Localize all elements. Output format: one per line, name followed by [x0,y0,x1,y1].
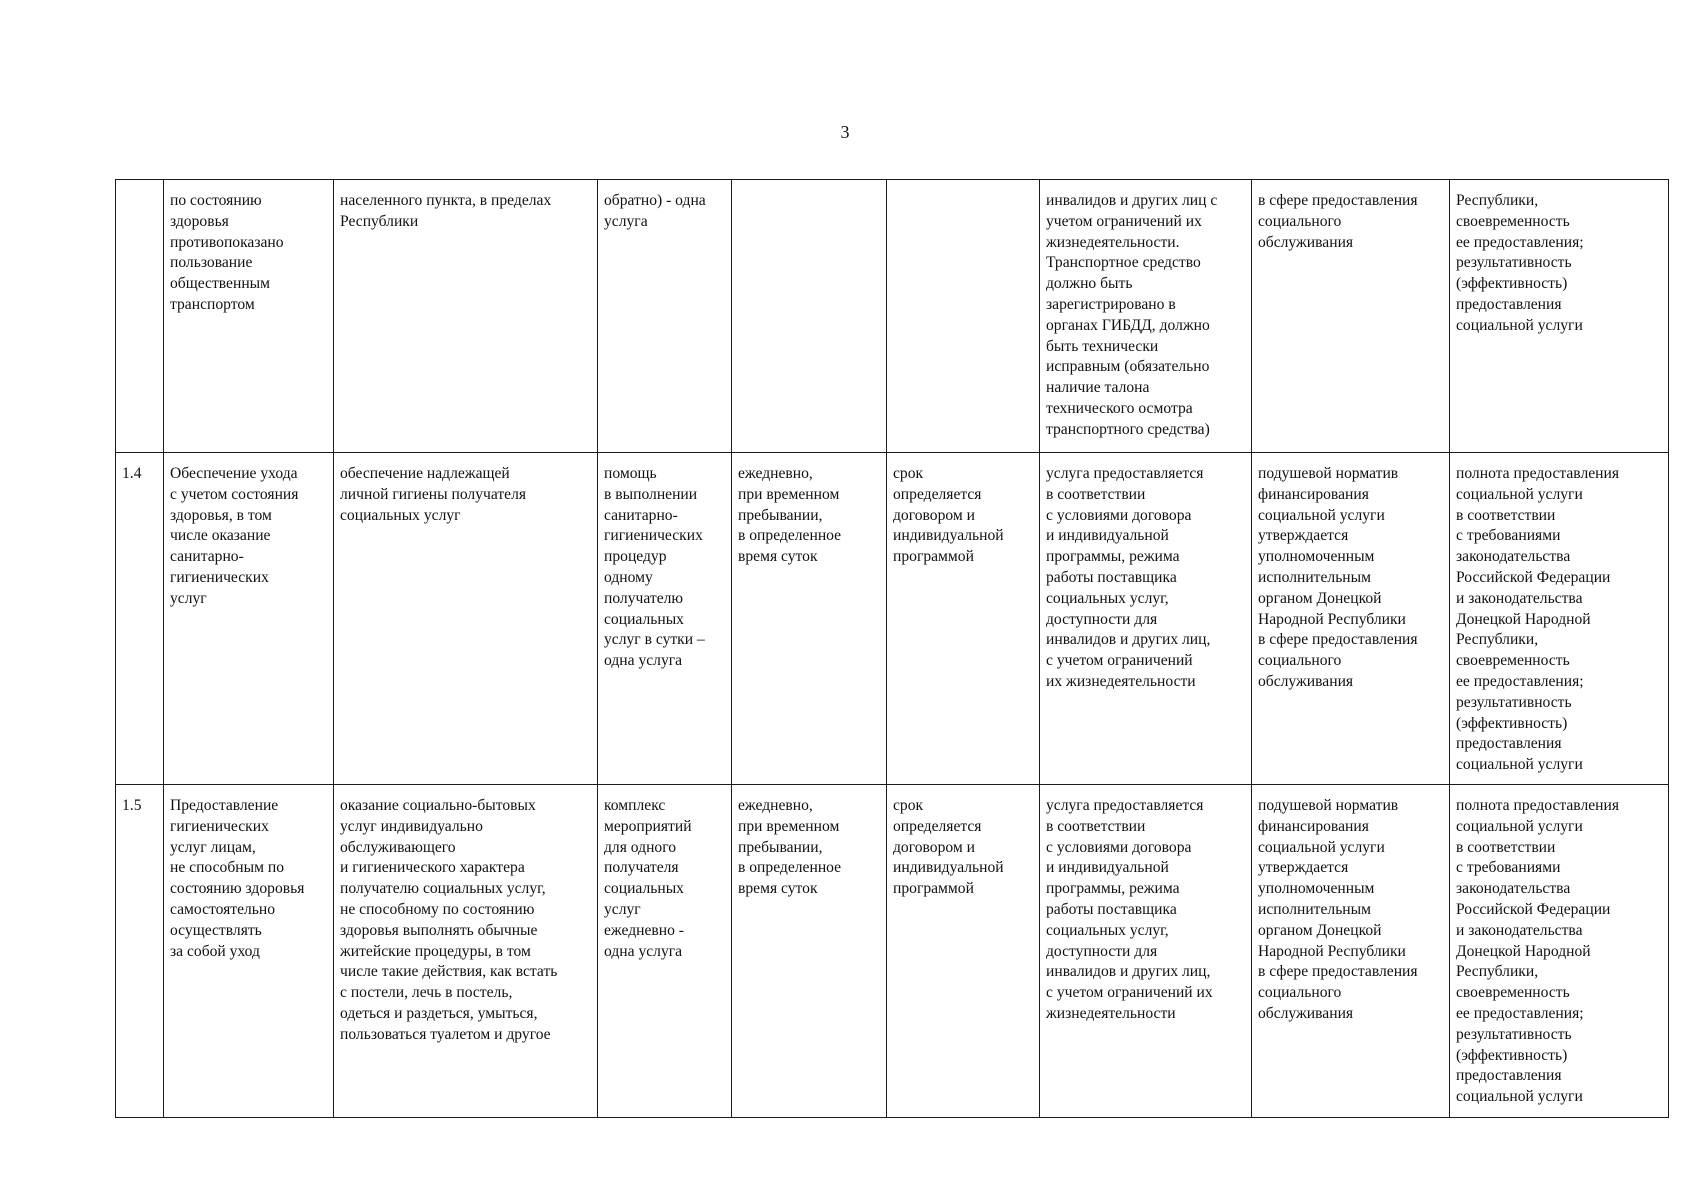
row-number-cell: 1.4 [116,453,164,785]
service-name-cell: по состоянию здоровья противопоказано пользование общественным транспортом [164,180,334,453]
conditions-cell: инвалидов и других лиц с учетом ограничений их жизнедеятельности. Транспортное средство должно быть зарегистрировано в органах ГИБДД, должно быть технически исправным (обязательно наличие талона технического осмотра транспортного средства) [1040,180,1252,453]
conditions-cell: услуга предоставляется в соответствии с условиями договора и индивидуальной программы, режима работы поставщика социальных услуг, доступности для инвалидов и других лиц, с учетом ограничений их жизнедеятельности [1040,453,1252,785]
conditions-cell: услуга предоставляется в соответствии с условиями договора и индивидуальной программы, режима работы поставщика социальных услуг, доступности для инвалидов и других лиц, с учетом ограничений их жизнедеятельности [1040,785,1252,1118]
service-name-cell: Обеспечение ухода с учетом состояния здоровья, в том числе оказание санитарно- гигиенических услуг [164,453,334,785]
service-volume-cell: помощь в выполнении санитарно- гигиенических процедур одному получателю социальных услуг в сутки – одна услуга [598,453,732,785]
financing-cell: подушевой норматив финансирования социальной услуги утверждается уполномоченным исполнительным органом Донецкой Народной Республики в сфере предоставления социального обслуживания [1252,453,1450,785]
periodicity-cell [732,180,887,453]
quality-cell: полнота предоставления социальной услуги в соответствии с требованиями законодательства Российской Федерации и законодательства Донецкой Народной Республики, своевременность ее предоставления; результативность (эффективность) предоставления социальной услуги [1450,453,1669,785]
term-cell: срок определяется договором и индивидуальной программой [887,453,1040,785]
service-content-cell: оказание социально-бытовых услуг индивидуально обслуживающего и гигиенического характера получателю социальных услуг, не способному по состоянию здоровья выполнять обычные житейские процедуры, в том числе такие действия, как встать с постели, лечь в постель, одеться и раздеться, умыться, пользоваться туалетом и другое [334,785,598,1118]
row-number-cell [116,180,164,453]
quality-cell: полнота предоставления социальной услуги в соответствии с требованиями законодательства Российской Федерации и законодательства Донецкой Народной Республики, своевременность ее предоставления; результативность (эффективность) предоставления социальной услуги [1450,785,1669,1118]
table-row [116,180,1669,453]
periodicity-cell: ежедневно, при временном пребывании, в определенное время суток [732,453,887,785]
table-row [116,453,1669,785]
service-content-cell: населенного пункта, в пределах Республики [334,180,598,453]
service-volume-cell: обратно) - одна услуга [598,180,732,453]
page-number: 3 [840,122,850,142]
financing-cell: в сфере предоставления социального обслуживания [1252,180,1450,453]
financing-cell: подушевой норматив финансирования социальной услуги утверждается уполномоченным исполнительным органом Донецкой Народной Республики в сфере предоставления социального обслуживания [1252,785,1450,1118]
table-row [116,785,1669,1118]
service-volume-cell: комплекс мероприятий для одного получателя социальных услуг ежедневно - одна услуга [598,785,732,1118]
row-number-cell: 1.5 [116,785,164,1118]
periodicity-cell: ежедневно, при временном пребывании, в определенное время суток [732,785,887,1118]
term-cell [887,180,1040,453]
services-table [115,179,1669,1118]
service-content-cell: обеспечение надлежащей личной гигиены получателя социальных услуг [334,453,598,785]
quality-cell: Республики, своевременность ее предоставления; результативность (эффективность) предоставления социальной услуги [1450,180,1669,453]
service-name-cell: Предоставление гигиенических услуг лицам, не способным по состоянию здоровья самостоятельно осуществлять за собой уход [164,785,334,1118]
term-cell: срок определяется договором и индивидуальной программой [887,785,1040,1118]
